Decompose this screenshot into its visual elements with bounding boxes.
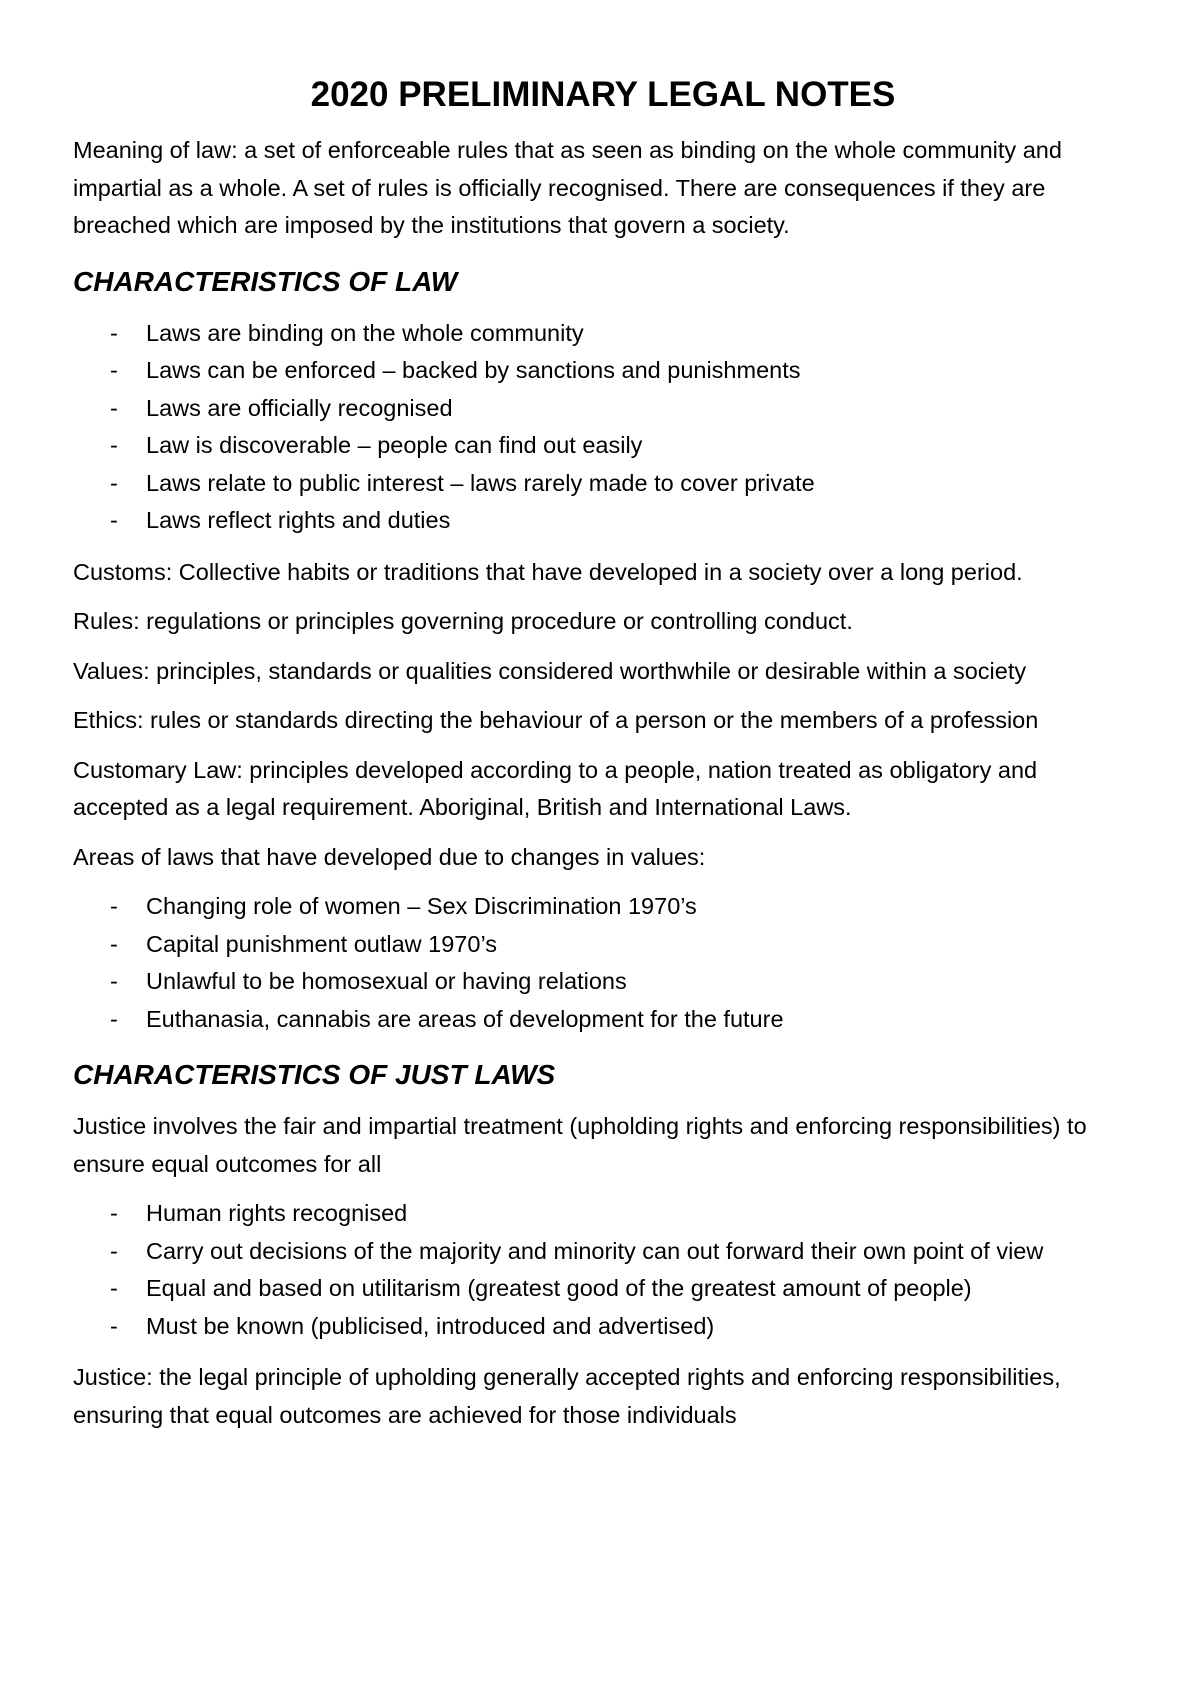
list-item <box>73 1195 1133 1233</box>
list-item-text: Unlawful to be homosexual or having relations <box>146 968 627 994</box>
justice-intro-paragraph: Justice involves the fair and impartial treatment (upholding rights and enforcing responsibilities) to ensure equal outcomes for all <box>73 1113 1087 1177</box>
list-item-text: Must be known (publicised, introduced and advertised) <box>146 1312 715 1339</box>
characteristics-of-law-heading: CHARACTERISTICS OF LAW <box>73 265 458 297</box>
document-title: 2020 PRELIMINARY LEGAL NOTES <box>310 75 896 114</box>
characteristics-of-just-laws-heading: CHARACTERISTICS OF JUST LAWS <box>73 1059 556 1090</box>
bullet-dash: - <box>110 893 118 919</box>
document-page <box>73 72 1133 1446</box>
list-item-text: Laws are binding on the whole community <box>146 319 584 346</box>
list-item <box>73 502 1133 540</box>
values-definition: Values: principles, standards or qualities considered worthwhile or desirable within a society <box>73 657 1027 684</box>
list-item-text: Laws are officially recognised <box>146 394 453 421</box>
list-item-text: Law is discoverable – people can find out easily <box>146 432 643 458</box>
bullet-dash: - <box>110 432 118 458</box>
areas-of-law-intro: Areas of laws that have developed due to changes in values: <box>73 843 706 870</box>
bullet-dash: - <box>110 357 118 383</box>
list-item <box>73 315 1133 353</box>
areas-of-law-list <box>73 888 1133 1038</box>
list-item <box>73 390 1133 428</box>
bullet-dash: - <box>110 1005 118 1032</box>
list-item <box>73 352 1133 390</box>
list-item-text: Human rights recognised <box>146 1200 408 1226</box>
list-item <box>73 1233 1133 1271</box>
list-item-text: Euthanasia, cannabis are areas of development for the future <box>146 1005 784 1032</box>
list-item-text: Laws relate to public interest – laws rarely made to cover private <box>146 469 815 496</box>
bullet-dash: - <box>110 1275 118 1301</box>
list-item <box>73 926 1133 964</box>
list-item <box>73 465 1133 503</box>
meaning-of-law-paragraph: Meaning of law: a set of enforceable rules that as seen as binding on the whole community and impartial as a whole. A set of rules is officially recognised. There are consequences if they are breached which are imposed by the institutions that govern a society. <box>73 137 1062 238</box>
ethics-definition: Ethics: rules or standards directing the behaviour of a person or the members of a profession <box>73 707 1039 733</box>
bullet-dash: - <box>110 968 118 994</box>
list-item <box>73 427 1133 465</box>
bullet-dash: - <box>110 930 118 957</box>
customary-law-definition: Customary Law: principles developed according to a people, nation treated as obligatory and accepted as a legal requirement. Aboriginal, British and International Laws. <box>73 756 1038 820</box>
list-item-text: Laws can be enforced – backed by sanctions and punishments <box>146 357 801 383</box>
list-item <box>73 888 1133 926</box>
list-item <box>73 1270 1133 1308</box>
bullet-dash: - <box>110 394 118 421</box>
list-item <box>73 1001 1133 1039</box>
bullet-dash: - <box>110 469 118 496</box>
list-item-text: Carry out decisions of the majority and minority can out forward their own point of view <box>146 1237 1044 1264</box>
bullet-dash: - <box>110 319 118 346</box>
list-item-text: Laws reflect rights and duties <box>146 507 451 533</box>
rules-definition: Rules: regulations or principles governing procedure or controlling conduct. <box>73 608 853 634</box>
list-item-text: Capital punishment outlaw 1970’s <box>146 930 497 957</box>
characteristics-of-law-list <box>73 315 1133 540</box>
bullet-dash: - <box>110 1312 118 1339</box>
list-item <box>73 963 1133 1001</box>
bullet-dash: - <box>110 1200 118 1226</box>
customs-definition: Customs: Collective habits or traditions that have developed in a society over a long period. <box>73 558 1023 585</box>
bullet-dash: - <box>110 1237 118 1264</box>
justice-definition: Justice: the legal principle of upholding generally accepted rights and enforcing responsibilities, ensuring that equal outcomes are achieved for those individuals <box>73 1364 1061 1428</box>
list-item <box>73 1308 1133 1346</box>
list-item-text: Equal and based on utilitarism (greatest good of the greatest amount of people) <box>146 1275 972 1301</box>
list-item-text: Changing role of women – Sex Discrimination 1970’s <box>146 893 697 919</box>
bullet-dash: - <box>110 507 118 533</box>
just-laws-list <box>73 1195 1133 1345</box>
